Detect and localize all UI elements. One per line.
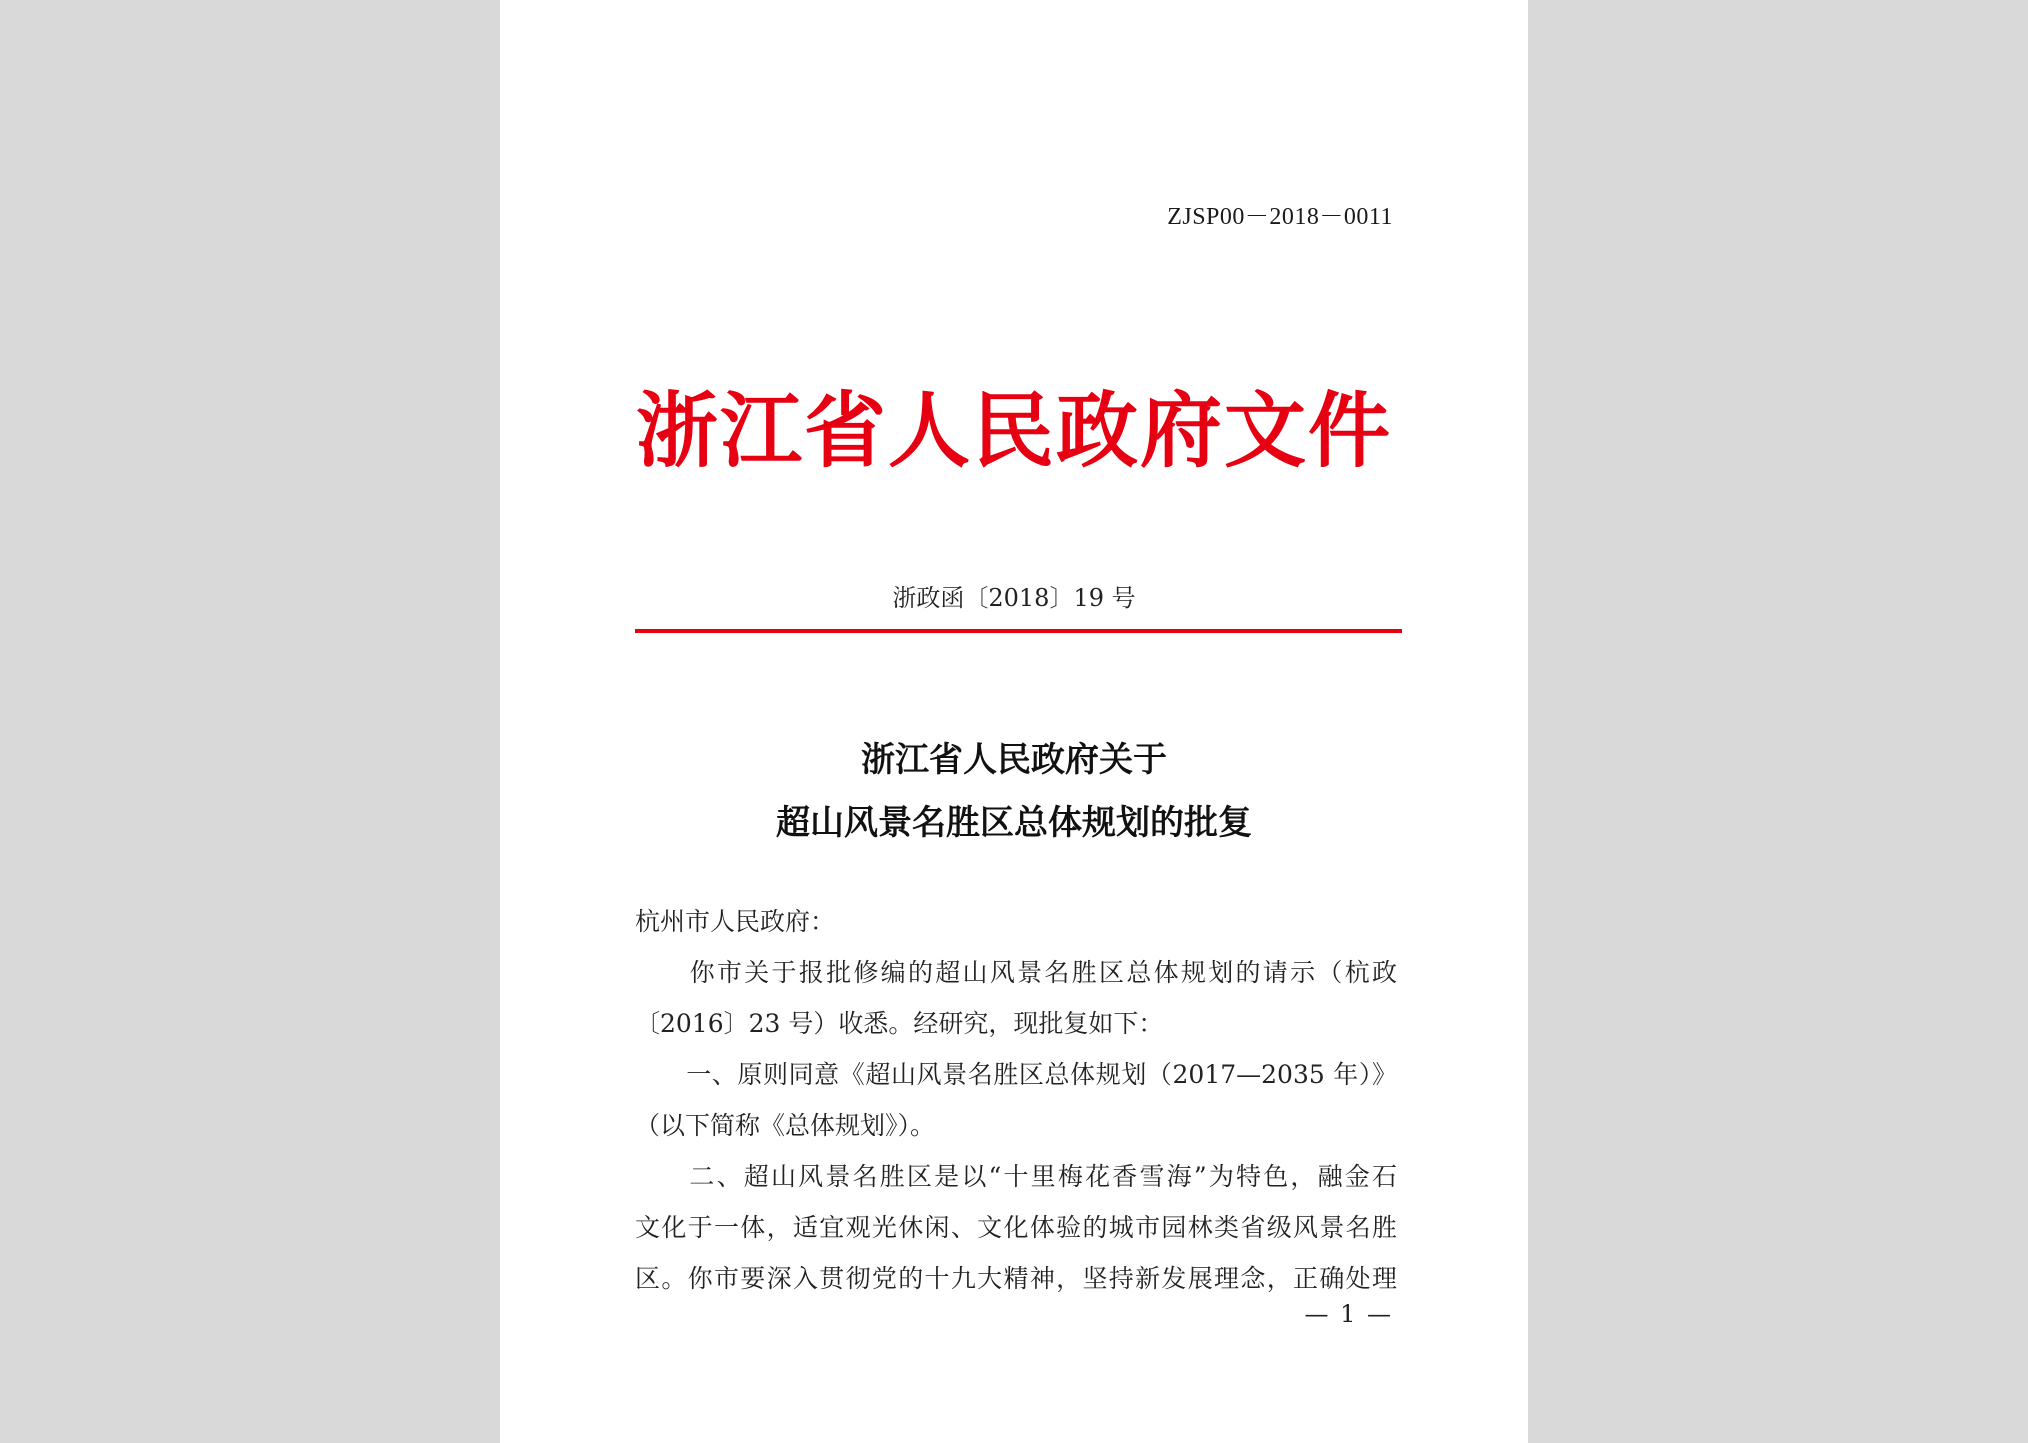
- document-code: ZJSP00－2018－0011: [1167, 204, 1393, 230]
- document-title-line-2: 超山风景名胜区总体规划的批复: [776, 803, 1252, 843]
- page-number: — 1 —: [1304, 1300, 1393, 1328]
- body-line: 二、超山风景名胜区是以“十里梅花香雪海”为特色，融金石: [635, 1162, 1397, 1191]
- body-line: 区。你市要深入贯彻党的十九大精神，坚持新发展理念，正确处理: [635, 1264, 1397, 1293]
- document-page: [500, 0, 1528, 1443]
- body-line: （以下简称《总体规划》）。: [635, 1111, 936, 1140]
- body-line: 文化于一体，适宜观光休闲、文化体验的城市园林类省级风景名胜: [635, 1213, 1397, 1242]
- red-divider-line: [635, 629, 1402, 633]
- addressee: 杭州市人民政府：: [635, 907, 836, 936]
- masthead-title: 浙江省人民政府文件: [635, 383, 1392, 479]
- body-line: 一、原则同意《超山风景名胜区总体规划（2017—2035 年）》: [635, 1060, 1397, 1089]
- body-line: 你市关于报批修编的超山风景名胜区总体规划的请示（杭政: [635, 958, 1397, 987]
- body-line: 〔2016〕23 号）收悉。经研究，现批复如下：: [635, 1009, 1164, 1038]
- document-title-line-1: 浙江省人民政府关于: [861, 740, 1167, 780]
- document-number: 浙政函〔2018〕19 号: [892, 584, 1136, 612]
